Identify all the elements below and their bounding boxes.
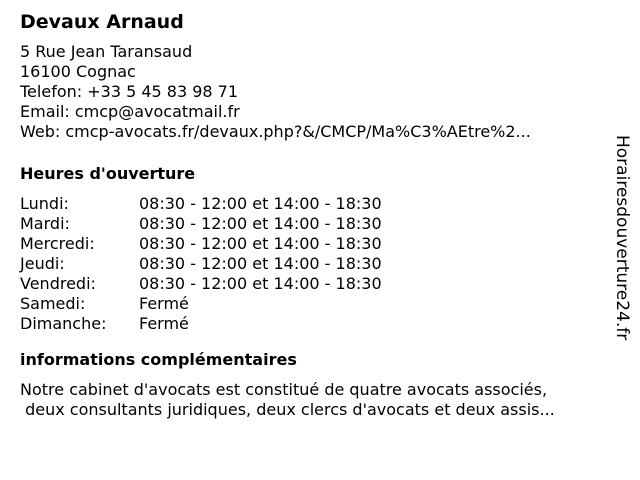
hours-title: Heures d'ouverture <box>20 164 196 183</box>
hours-row-mardi <box>20 214 610 234</box>
time-value: 08:30 - 12:00 et 14:00 - 18:30 <box>139 274 382 293</box>
contact-block <box>20 42 610 142</box>
time-value: 08:30 - 12:00 et 14:00 - 18:30 <box>139 214 382 233</box>
hours-row-vendredi <box>20 274 610 294</box>
time-value: 08:30 - 12:00 et 14:00 - 18:30 <box>139 234 382 253</box>
info-title: informations complémentaires <box>20 350 297 369</box>
day-label: Vendredi: <box>20 274 96 293</box>
info-line-2: deux consultants juridiques, deux clercs d'avocats et deux assis... <box>20 400 555 419</box>
business-card <box>20 10 610 420</box>
hours-table <box>20 194 610 334</box>
day-label: Dimanche: <box>20 314 107 333</box>
day-label: Jeudi: <box>20 254 65 273</box>
day-label: Samedi: <box>20 294 86 313</box>
day-label: Mardi: <box>20 214 70 233</box>
address-street: 5 Rue Jean Taransaud <box>20 42 193 61</box>
hours-row-lundi <box>20 194 610 214</box>
phone-line: Telefon: +33 5 45 83 98 71 <box>20 82 239 101</box>
day-label: Lundi: <box>20 194 69 213</box>
hours-row-dimanche <box>20 314 610 334</box>
web-line: Web: cmcp-avocats.fr/devaux.php?&/CMCP/Ma%C3%AEtre%2... <box>20 122 531 141</box>
time-value: Fermé <box>139 314 189 333</box>
hours-row-samedi <box>20 294 610 314</box>
email-line: Email: cmcp@avocatmail.fr <box>20 102 240 121</box>
info-line-1: Notre cabinet d'avocats est constitué de quatre avocats associés, <box>20 380 548 399</box>
time-value: Fermé <box>139 294 189 313</box>
hours-row-mercredi <box>20 234 610 254</box>
time-value: 08:30 - 12:00 et 14:00 - 18:30 <box>139 254 382 273</box>
time-value: 08:30 - 12:00 et 14:00 - 18:30 <box>139 194 382 213</box>
day-label: Mercredi: <box>20 234 95 253</box>
business-name: Devaux Arnaud <box>20 11 184 33</box>
address-city: 16100 Cognac <box>20 62 136 81</box>
site-watermark: Horairesdouverture24.fr <box>612 135 632 341</box>
hours-row-jeudi <box>20 254 610 274</box>
